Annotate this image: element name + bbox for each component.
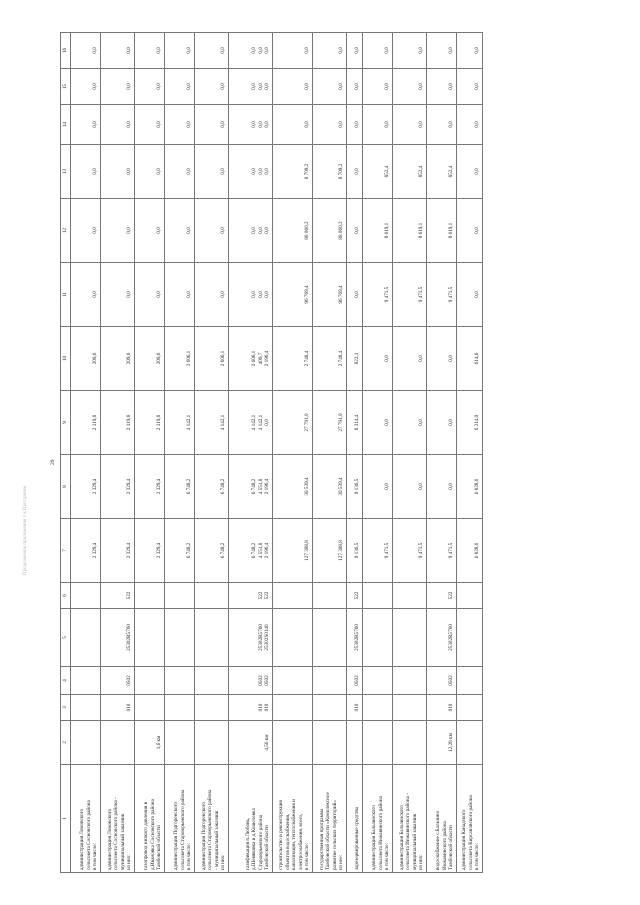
table-cell: 8 619,1 bbox=[393, 199, 427, 263]
table-cell: 0,0 bbox=[71, 33, 101, 69]
row-label-cell: администрация Подгоренского сельсовета Староюрьевского района - муниципальный заказчик из них: bbox=[195, 765, 229, 873]
table-cell: 0,0 bbox=[457, 69, 483, 105]
table-cell: 8 709,2 bbox=[313, 145, 347, 199]
row-label-cell: газопровод низкого давления в д.Ивановка Сосновского района Тамбовской области bbox=[135, 765, 165, 873]
table-cell: 0,0 bbox=[457, 263, 483, 327]
table-cell: 0,0 bbox=[71, 105, 101, 145]
table-cell bbox=[457, 583, 483, 609]
table-cell bbox=[165, 721, 195, 765]
table-cell: 0,0 bbox=[313, 33, 347, 69]
table-cell: 010 010 bbox=[229, 695, 273, 721]
table-cell: 127 308,8 bbox=[273, 519, 313, 583]
column-header: 10 bbox=[61, 327, 71, 391]
table-cell: 522 bbox=[347, 583, 363, 609]
row-label-cell: государственная программа Тамбовской области «Комплексное развитие сельских территорий» из нее: bbox=[313, 765, 347, 873]
table-cell: 0,0 bbox=[347, 145, 363, 199]
table-cell: 9 471,5 bbox=[393, 263, 427, 327]
table-cell: 2 748,4 bbox=[313, 327, 347, 391]
table-cell: 0,0 bbox=[71, 145, 101, 199]
table-cell: 0,0 bbox=[135, 105, 165, 145]
table-cell: 0,0 bbox=[457, 105, 483, 145]
table-cell: 6 748,2 4 551,8 2 196,4 bbox=[229, 455, 273, 519]
table-cell: 2 606,1 bbox=[165, 327, 195, 391]
table-row bbox=[101, 33, 135, 873]
table-cell: 9 136,5 bbox=[347, 455, 363, 519]
table-cell: 0,0 bbox=[101, 105, 135, 145]
table-row bbox=[363, 33, 393, 873]
table-cell: 0,0 bbox=[195, 263, 229, 327]
table-cell: 522 bbox=[101, 583, 135, 609]
table-row bbox=[427, 33, 457, 873]
table-row bbox=[457, 33, 483, 873]
table-cell: 0,0 bbox=[195, 145, 229, 199]
table-cell: 0,0 bbox=[363, 391, 393, 455]
table-cell: 0,0 bbox=[101, 69, 135, 105]
table-cell: 0,0 bbox=[165, 33, 195, 69]
table-cell bbox=[195, 583, 229, 609]
table-cell bbox=[195, 667, 229, 695]
table-cell bbox=[135, 583, 165, 609]
row-label-cell: администрация Ломовского сельсовета Сосновского района в том числе: bbox=[71, 765, 101, 873]
table-cell: 852,4 bbox=[363, 145, 393, 199]
table-cell: 25302R5760 bbox=[101, 609, 135, 667]
table-cell: 0,0 bbox=[363, 33, 393, 69]
table-cell: 0,0 bbox=[195, 105, 229, 145]
table-cell: 0,0 bbox=[363, 455, 393, 519]
table-cell: 0,0 bbox=[101, 145, 135, 199]
table-cell: 0,0 bbox=[427, 33, 457, 69]
table-cell bbox=[393, 667, 427, 695]
table-cell bbox=[363, 583, 393, 609]
table-cell bbox=[313, 695, 347, 721]
table-cell: 25302R5760 bbox=[347, 609, 363, 667]
table-cell: 0,0 0,0 0,0 bbox=[229, 69, 273, 105]
table-cell: 010 bbox=[101, 695, 135, 721]
table-cell: 0,0 bbox=[393, 33, 427, 69]
table-cell bbox=[195, 721, 229, 765]
table-cell: 0502 0502 bbox=[229, 667, 273, 695]
column-header: 1 bbox=[61, 765, 71, 873]
table-cell bbox=[457, 609, 483, 667]
row-label-cell: зарезервированные средства bbox=[347, 765, 363, 873]
table-row bbox=[195, 33, 229, 873]
table-cell: 0,0 bbox=[393, 105, 427, 145]
table-cell bbox=[363, 609, 393, 667]
table-cell bbox=[71, 667, 101, 695]
table-cell bbox=[165, 695, 195, 721]
table-cell: 852,4 bbox=[393, 145, 427, 199]
table-cell: 6 748,2 bbox=[165, 455, 195, 519]
table-row bbox=[273, 33, 313, 873]
table-cell bbox=[313, 667, 347, 695]
table-cell: 0,0 bbox=[363, 327, 393, 391]
column-header: 16 bbox=[61, 33, 71, 69]
table-cell: 6 828,6 bbox=[457, 519, 483, 583]
table-cell: 0,0 bbox=[165, 145, 195, 199]
table-cell bbox=[135, 667, 165, 695]
table-cell: 4 142,1 bbox=[165, 391, 195, 455]
table-cell: 127 308,8 bbox=[313, 519, 347, 583]
table-cell: 4,56 км bbox=[229, 721, 273, 765]
table-cell bbox=[313, 609, 347, 667]
table-cell: 2 329,4 bbox=[101, 519, 135, 583]
table-cell: 0502 bbox=[347, 667, 363, 695]
table-cell: 0,0 0,0 0,0 bbox=[229, 199, 273, 263]
table-cell: 88 060,2 bbox=[273, 199, 313, 263]
table-cell bbox=[393, 695, 427, 721]
table-row bbox=[135, 33, 165, 873]
table-cell: 0,0 bbox=[427, 391, 457, 455]
table-cell: 8 314,4 bbox=[347, 391, 363, 455]
table-cell: 209,6 bbox=[71, 327, 101, 391]
table-cell: 0,0 bbox=[135, 33, 165, 69]
table-row bbox=[347, 33, 363, 873]
table-cell: 0,0 bbox=[165, 69, 195, 105]
table-cell: 0,0 bbox=[393, 69, 427, 105]
table-cell: 0,0 bbox=[135, 199, 165, 263]
table-cell bbox=[195, 609, 229, 667]
table-cell bbox=[273, 609, 313, 667]
table-cell bbox=[457, 721, 483, 765]
table-cell: 6 748,2 4 551,8 2 196,4 bbox=[229, 519, 273, 583]
table-cell: 0,0 bbox=[457, 199, 483, 263]
column-number-row bbox=[61, 33, 71, 873]
table-cell: 0,0 bbox=[347, 199, 363, 263]
table-cell: 0,0 bbox=[165, 199, 195, 263]
table-cell: 30 539,4 bbox=[273, 455, 313, 519]
table-cell: 2 329,4 bbox=[71, 519, 101, 583]
column-header: 7 bbox=[61, 519, 71, 583]
table-cell: 27 791,0 bbox=[273, 391, 313, 455]
table-cell: 25302R5760 bbox=[427, 609, 457, 667]
table-cell: 0,0 bbox=[363, 105, 393, 145]
table-cell: 2 606,1 409,7 2 196,4 bbox=[229, 327, 273, 391]
table-cell: 0,0 bbox=[427, 455, 457, 519]
table-cell: 0,0 0,0 0,0 bbox=[229, 263, 273, 327]
faint-header-text: Продолжение приложения 1 к Программе bbox=[23, 486, 28, 575]
table-cell: 0,0 bbox=[427, 69, 457, 105]
table-cell: 0,0 bbox=[347, 33, 363, 69]
table-cell: 0,0 bbox=[135, 145, 165, 199]
table-cell: 0,0 bbox=[427, 105, 457, 145]
table-cell: 88 060,2 bbox=[313, 199, 347, 263]
table-row bbox=[229, 33, 273, 873]
table-cell: 6 748,2 bbox=[195, 519, 229, 583]
table-cell: 8 619,1 bbox=[427, 199, 457, 263]
table-row bbox=[393, 33, 427, 873]
column-header: 4 bbox=[61, 667, 71, 695]
table-cell bbox=[313, 583, 347, 609]
table-cell bbox=[393, 609, 427, 667]
table-cell: 0,0 bbox=[71, 263, 101, 327]
table-cell: 2 329,4 bbox=[135, 519, 165, 583]
table-cell: 25302R5760 25302S0140 bbox=[229, 609, 273, 667]
table-cell: 614,6 bbox=[457, 327, 483, 391]
column-header: 5 bbox=[61, 609, 71, 667]
column-header: 3 bbox=[61, 695, 71, 721]
table-cell bbox=[71, 721, 101, 765]
table-cell: 522 bbox=[427, 583, 457, 609]
table-cell bbox=[195, 695, 229, 721]
table-cell: 9 471,5 bbox=[427, 263, 457, 327]
table-cell: 0,0 bbox=[135, 69, 165, 105]
table-cell: 0,0 bbox=[195, 199, 229, 263]
table-cell: 2 119,8 bbox=[101, 391, 135, 455]
row-label-cell: администрация Канадского сельсовета Кирсановского района в том числе: bbox=[457, 765, 483, 873]
column-header: 6 bbox=[61, 583, 71, 609]
table-cell: 0,0 bbox=[195, 69, 229, 105]
table-cell: 0,0 bbox=[393, 455, 427, 519]
table-cell bbox=[363, 695, 393, 721]
table-cell bbox=[71, 609, 101, 667]
table-cell: 30 539,4 bbox=[313, 455, 347, 519]
table-cell: 010 bbox=[427, 695, 457, 721]
column-header: 14 bbox=[61, 105, 71, 145]
table-cell: 822,1 bbox=[347, 327, 363, 391]
table-cell: 0,0 bbox=[101, 33, 135, 69]
table-cell: 0,0 bbox=[135, 263, 165, 327]
table-cell: 0,0 bbox=[71, 69, 101, 105]
table-cell bbox=[363, 667, 393, 695]
table-cell: 0,0 bbox=[347, 263, 363, 327]
table-cell: 852,4 bbox=[427, 145, 457, 199]
table-cell: 9 471,5 bbox=[393, 519, 427, 583]
table-cell: 2 606,1 bbox=[195, 327, 229, 391]
table-cell bbox=[273, 721, 313, 765]
table-cell: 12,28 км bbox=[427, 721, 457, 765]
table-cell: 0,0 bbox=[457, 33, 483, 69]
table-cell: 209,6 bbox=[101, 327, 135, 391]
table-cell: 96 769,4 bbox=[313, 263, 347, 327]
table-cell bbox=[101, 721, 135, 765]
table-cell: 0,0 bbox=[273, 33, 313, 69]
table-cell bbox=[393, 721, 427, 765]
table-cell: 010 bbox=[347, 695, 363, 721]
table-cell: 0,0 bbox=[427, 327, 457, 391]
table-cell bbox=[313, 721, 347, 765]
table-cell: 6 748,2 bbox=[165, 519, 195, 583]
table-cell: 96 769,4 bbox=[273, 263, 313, 327]
table-cell bbox=[457, 667, 483, 695]
table-cell: 0,0 bbox=[457, 145, 483, 199]
table-cell: 0,0 bbox=[313, 105, 347, 145]
table-cell: 4 142,1 bbox=[195, 391, 229, 455]
table-cell: 6 214,0 bbox=[457, 391, 483, 455]
table-cell: 0,0 bbox=[71, 199, 101, 263]
column-header: 8 bbox=[61, 455, 71, 519]
table-cell: 522 522 bbox=[229, 583, 273, 609]
row-label-cell: газификация п.Любовь, д.Шевяковка и д.Кошелевка Староюрьевского района Тамбовской области bbox=[229, 765, 273, 873]
table-cell bbox=[135, 609, 165, 667]
table-cell: 27 791,0 bbox=[313, 391, 347, 455]
table-cell: 0,0 bbox=[347, 105, 363, 145]
table-cell: 0502 bbox=[427, 667, 457, 695]
table-cell bbox=[71, 583, 101, 609]
table-cell: 0502 bbox=[101, 667, 135, 695]
table-cell: 6 748,2 bbox=[195, 455, 229, 519]
row-label-cell: строительство и реконструкция объектов водоснабжения, канализации, теплоснабжения и электроснабжения, всего, в том числе: bbox=[273, 765, 313, 873]
table-cell: 0,0 bbox=[165, 105, 195, 145]
table-cell: 0,0 bbox=[363, 69, 393, 105]
table-cell: 209,6 bbox=[135, 327, 165, 391]
table-cell: 8 619,1 bbox=[363, 199, 393, 263]
table-body bbox=[71, 33, 483, 873]
row-label-cell: водоснабжение с.Бальзино Инжавинского района Тамбовской области bbox=[427, 765, 457, 873]
table-cell: 0,0 bbox=[273, 69, 313, 105]
table-cell: 0,0 bbox=[195, 33, 229, 69]
row-label-cell: администрация Подгоренского сельсовета Староюрьевского района в том числе: bbox=[165, 765, 195, 873]
row-label-cell: администрация Бальзинского сельсовета Инжавинского района - муниципальный заказчик из них: bbox=[393, 765, 427, 873]
table-cell: 2 329,4 bbox=[135, 455, 165, 519]
table-cell bbox=[135, 695, 165, 721]
table-cell bbox=[363, 721, 393, 765]
table-cell bbox=[165, 609, 195, 667]
table-cell: 0,0 bbox=[347, 69, 363, 105]
table-cell: 0,0 0,0 0,0 bbox=[229, 105, 273, 145]
table-cell bbox=[273, 667, 313, 695]
table-cell bbox=[71, 695, 101, 721]
table-row bbox=[71, 33, 101, 873]
column-header: 11 bbox=[61, 263, 71, 327]
row-label-cell: администрация Ломовского сельсовета Сосновского района - муниципальный заказчик из них: bbox=[101, 765, 135, 873]
table-cell: 0,0 bbox=[101, 263, 135, 327]
table-cell: 0,0 bbox=[393, 391, 427, 455]
table-cell: 0,0 0,0 0,0 bbox=[229, 145, 273, 199]
table-cell: 9 136,5 bbox=[347, 519, 363, 583]
table-cell: 8 709,2 bbox=[273, 145, 313, 199]
table-cell bbox=[165, 583, 195, 609]
table-cell: 9 471,5 bbox=[363, 263, 393, 327]
table-cell: 9 471,5 bbox=[363, 519, 393, 583]
table-cell bbox=[165, 667, 195, 695]
table-cell: 2 329,4 bbox=[101, 455, 135, 519]
column-header: 9 bbox=[61, 391, 71, 455]
column-header: 2 bbox=[61, 721, 71, 765]
table-row bbox=[313, 33, 347, 873]
column-header: 13 bbox=[61, 145, 71, 199]
table-cell: 0,0 bbox=[273, 105, 313, 145]
table-cell bbox=[273, 695, 313, 721]
table-cell bbox=[393, 583, 427, 609]
table-row bbox=[165, 33, 195, 873]
column-header: 12 bbox=[61, 199, 71, 263]
table-cell bbox=[347, 721, 363, 765]
table-cell: 6 828,6 bbox=[457, 455, 483, 519]
table-cell: 1,6 км bbox=[135, 721, 165, 765]
table-cell: 0,0 bbox=[101, 199, 135, 263]
table-cell: 0,0 0,0 0,0 bbox=[229, 33, 273, 69]
table-cell: 0,0 bbox=[393, 327, 427, 391]
table-cell bbox=[273, 583, 313, 609]
table-cell: 2 119,8 bbox=[135, 391, 165, 455]
page-number: 29 bbox=[50, 459, 56, 465]
table-cell: 4 142,1 4 142,1 0,0 bbox=[229, 391, 273, 455]
column-header: 15 bbox=[61, 69, 71, 105]
table-cell: 2 119,8 bbox=[71, 391, 101, 455]
row-label-cell: администрация Бальзинского сельсовета Инжавинского района в том числе: bbox=[363, 765, 393, 873]
table-cell: 0,0 bbox=[165, 263, 195, 327]
table-cell bbox=[457, 695, 483, 721]
budget-table bbox=[60, 32, 483, 873]
table-cell: 9 471,5 bbox=[427, 519, 457, 583]
table-cell: 0,0 bbox=[313, 69, 347, 105]
table-cell: 2 748,4 bbox=[273, 327, 313, 391]
table-cell: 2 329,4 bbox=[71, 455, 101, 519]
